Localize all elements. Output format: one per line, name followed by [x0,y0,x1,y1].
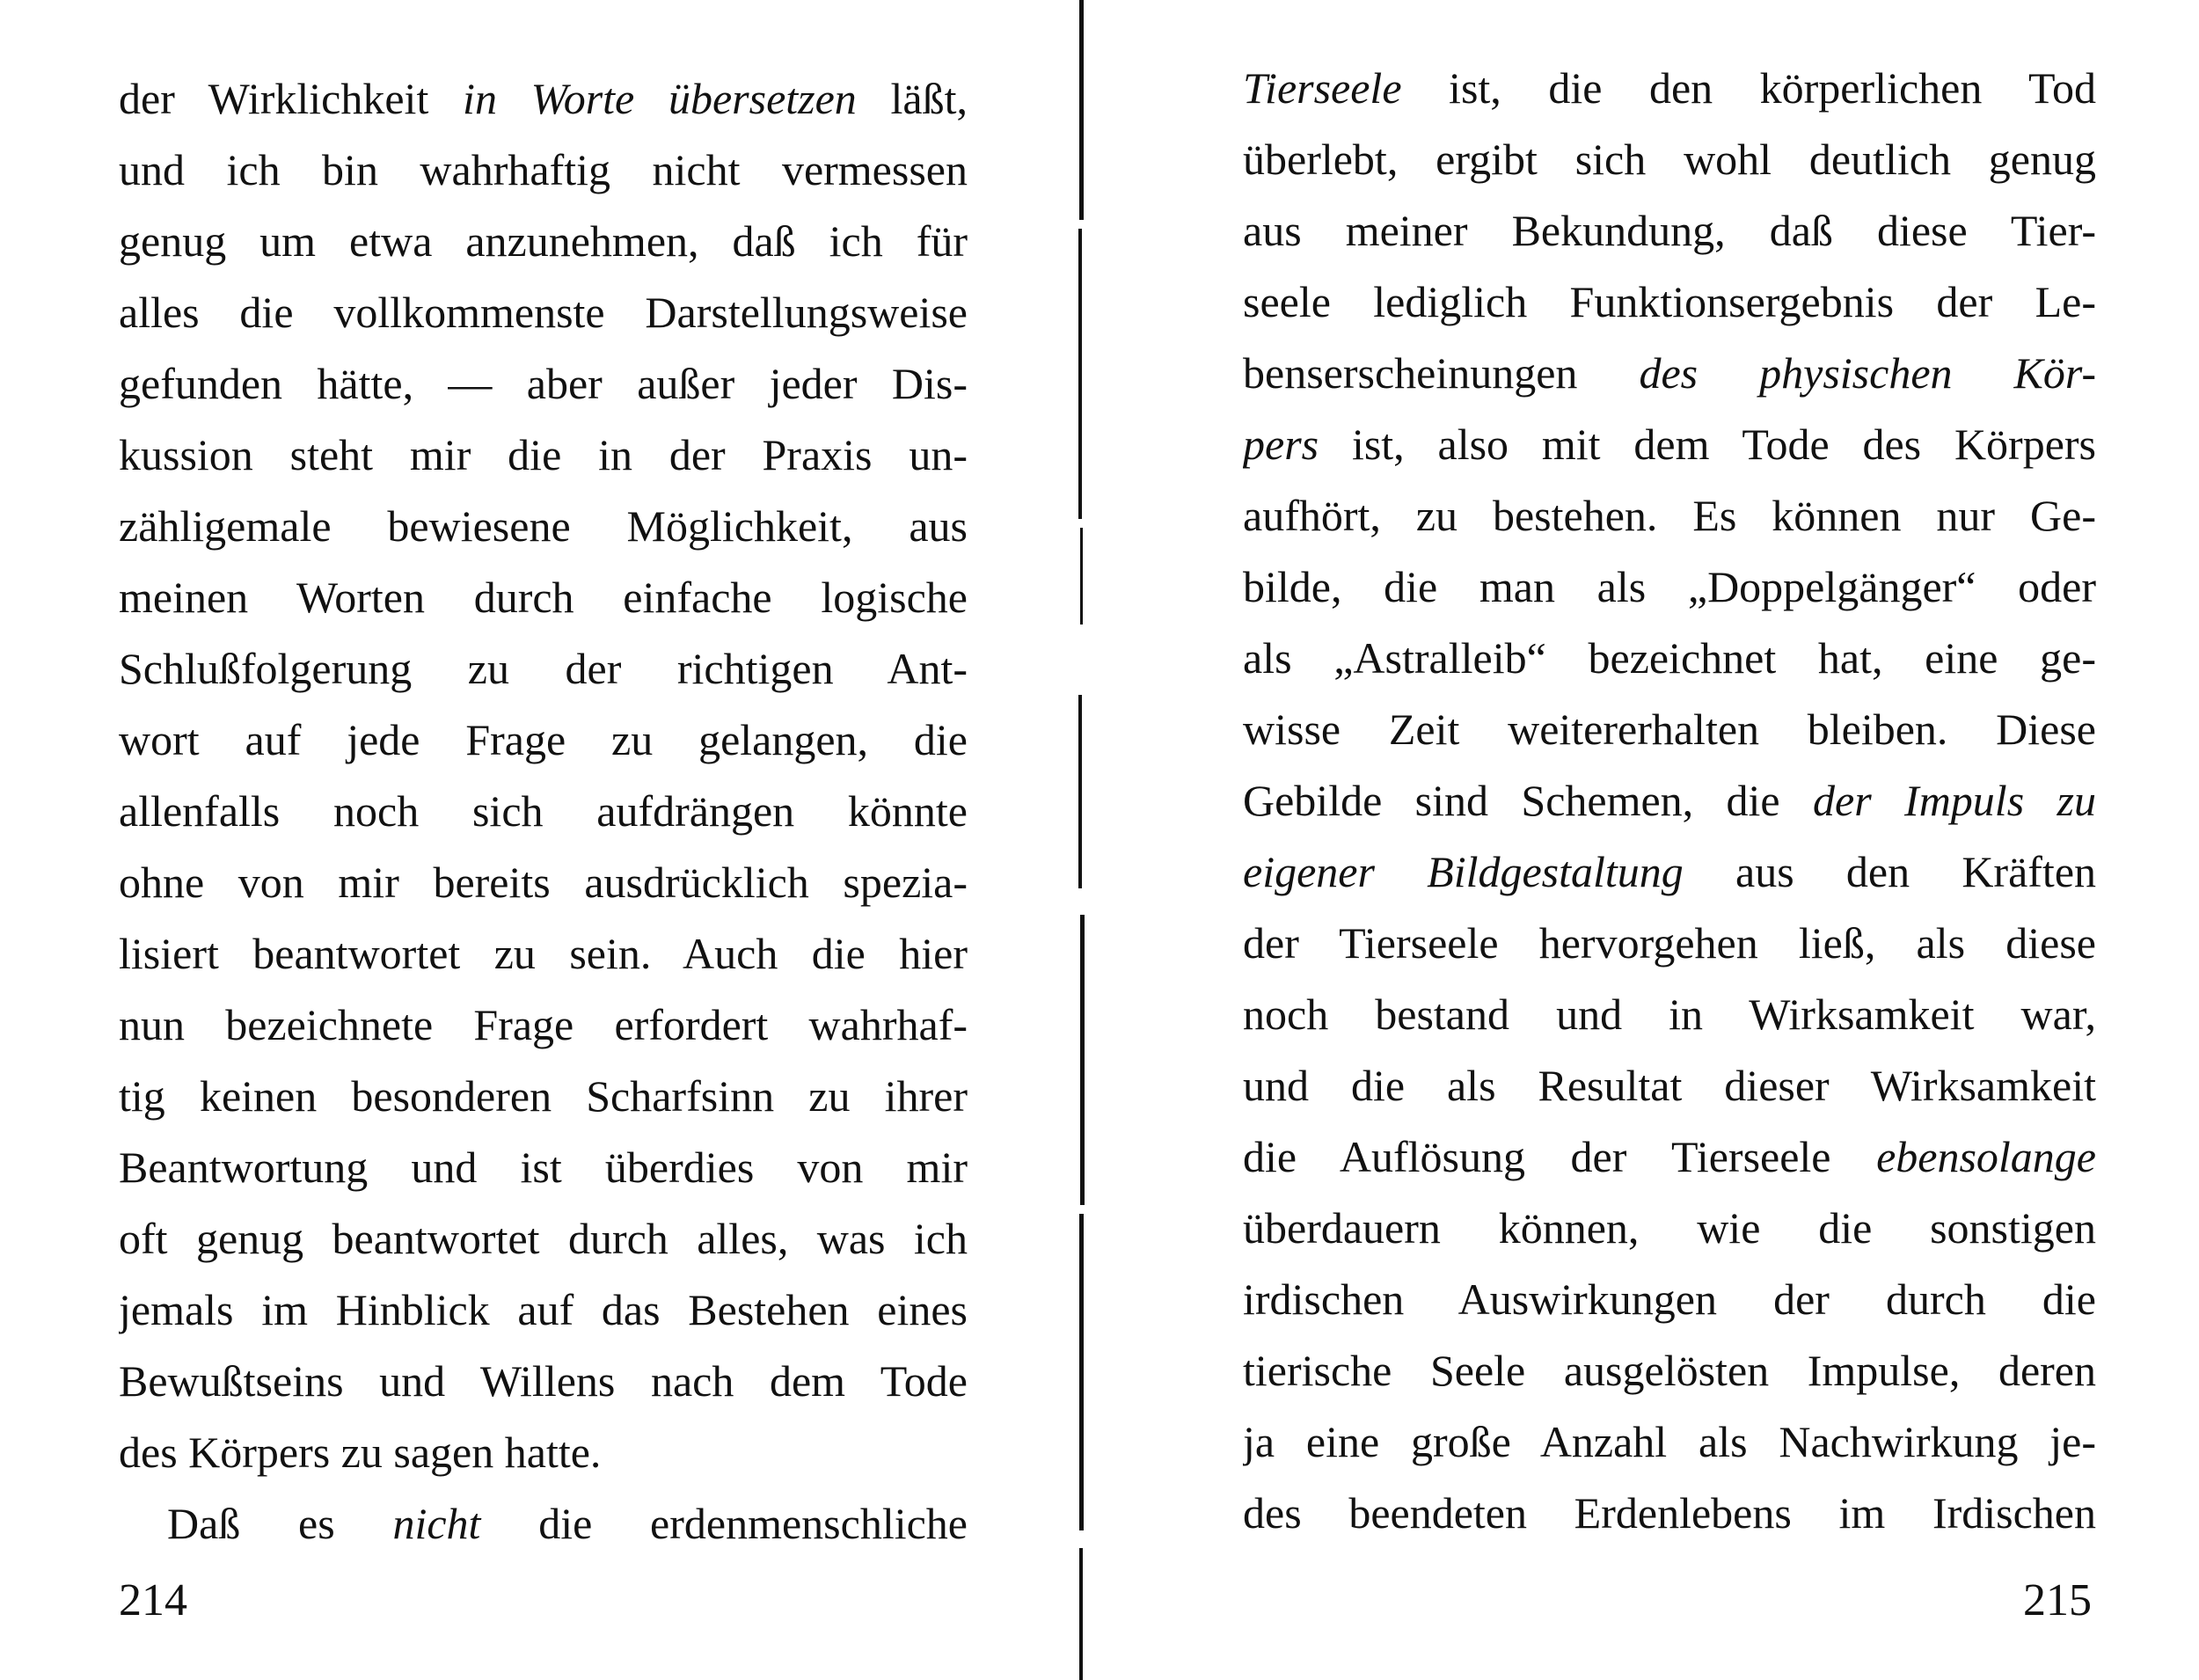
text-line [1243,480,2096,551]
text-segment: ohne von mir bereits ausdrücklich spezia- [119,858,968,907]
text-line [1243,1478,2096,1549]
italic-text: pers [1243,420,1319,469]
text-line [119,135,968,206]
text-segment: seele lediglich Funktionsergebnis der Le- [1243,277,2096,326]
text-segment: die erdenmenschliche [480,1499,968,1548]
text-segment: kussion steht mir die in der Praxis un- [119,430,968,479]
text-segment: Beantwortung und ist überdies von mir [119,1143,968,1192]
text-segment: überdauern können, wie die sonstigen [1243,1203,2096,1253]
text-segment: ist, die den körperlichen Tod [1401,63,2096,113]
text-segment: jemals im Hinblick auf das Bestehen eines [119,1285,968,1334]
text-line [1243,623,2096,694]
text-line [119,1132,968,1203]
text-segment: genug um etwa anzunehmen, daß ich für [119,216,968,266]
text-line [1243,124,2096,195]
text-segment: überlebt, ergibt sich wohl deutlich genug [1243,135,2096,184]
text-line [119,1275,968,1346]
text-line [119,63,968,135]
text-segment: gefunden hätte, — aber außer jeder Dis- [119,359,968,408]
text-line [1243,551,2096,623]
left-page [0,0,1078,1680]
text-segment: wisse Zeit weitererhalten bleiben. Diese [1243,705,2096,754]
text-line [119,847,968,918]
text-segment: aus den Kräften [1683,847,2096,896]
text-segment: benserscheinungen [1243,348,1640,398]
text-line [119,562,968,633]
italic-text: des physischen Kör- [1639,348,2096,398]
book-gutter [1073,0,1091,1680]
text-segment: Gebilde sind Schemen, die [1243,776,1814,825]
text-segment: als „Astralleib“ bezeichnet hat, eine ge- [1243,633,2096,683]
text-segment: lisiert beantwortet zu sein. Auch die hier [119,929,968,978]
right-page-text [1243,53,2096,1549]
text-segment: aufhört, zu bestehen. Es können nur Ge- [1243,491,2096,540]
text-line [119,277,968,348]
text-line [119,918,968,990]
text-line [119,1061,968,1132]
text-line [1243,979,2096,1050]
text-segment: Schlußfolgerung zu der richtigen Ant- [119,644,968,693]
text-line [1243,836,2096,908]
text-line [1243,1335,2096,1406]
text-segment: meinen Worten durch einfache logische [119,573,968,622]
text-line [1243,1193,2096,1264]
italic-text: eigener Bildgestaltung [1243,847,1684,896]
text-line [119,1488,968,1559]
text-line [119,206,968,277]
text-segment: der Wirklichkeit [119,74,464,123]
text-line [119,348,968,420]
italic-text: ebensolange [1876,1132,2096,1181]
text-segment: wort auf jede Frage zu gelangen, die [119,715,968,764]
text-segment: irdischen Auswirkungen der durch die [1243,1275,2096,1324]
text-line [1243,409,2096,480]
italic-text: nicht [392,1499,481,1548]
text-line [1243,338,2096,409]
text-line [1243,1264,2096,1335]
text-segment: und die als Resultat dieser Wirksamkeit [1243,1061,2096,1110]
text-segment: die Auflösung der Tierseele [1243,1132,1877,1181]
text-line [1243,53,2096,124]
text-segment: der Tierseele hervorgehen ließ, als diese [1243,918,2096,968]
italic-text: in Worte übersetzen [463,74,857,123]
text-segment: tierische Seele ausgelösten Impulse, deren [1243,1346,2096,1395]
text-segment: alles die vollkommenste Darstellungsweise [119,288,968,337]
italic-text: Tierseele [1243,63,1402,113]
text-line [119,420,968,491]
text-line [1243,1406,2096,1478]
text-segment: zähligemale bewiesene Möglichkeit, aus [119,501,968,551]
text-segment: noch bestand und in Wirksamkeit war, [1243,990,2096,1039]
text-segment: des Körpers zu sagen hatte. [119,1428,602,1477]
text-line [1243,267,2096,338]
text-segment: nun bezeichnete Frage erfordert wahrhaf- [119,1000,968,1049]
text-segment: oft genug beantwortet durch alles, was ich [119,1214,968,1263]
text-line [1243,765,2096,836]
text-segment: Bewußtseins und Willens nach dem Tode [119,1356,968,1406]
text-line [119,1417,968,1488]
text-line [1243,1050,2096,1121]
text-segment: ist, also mit dem Tode des Körpers [1319,420,2096,469]
right-page [1091,0,2199,1680]
text-line [119,633,968,705]
text-line [1243,195,2096,267]
text-segment: allenfalls noch sich aufdrängen könnte [119,786,968,836]
text-line [119,1346,968,1417]
text-line [119,776,968,847]
right-page-number: 215 [2023,1575,2092,1625]
text-line [1243,908,2096,979]
left-page-text [119,63,968,1559]
text-line [1243,1121,2096,1193]
text-line [119,491,968,562]
text-segment: ja eine große Anzahl als Nachwirkung je- [1243,1417,2096,1466]
text-line [1243,694,2096,765]
italic-text: der Impuls zu [1813,776,2096,825]
text-segment: Daß es [167,1499,393,1548]
text-segment: bilde, die man als „Doppelgänger“ oder [1243,562,2096,611]
text-line [119,1203,968,1275]
text-segment: und ich bin wahrhaftig nicht vermessen [119,145,968,194]
text-line [119,990,968,1061]
text-segment: des beendeten Erdenlebens im Irdischen [1243,1488,2096,1538]
text-segment: aus meiner Bekundung, daß diese Tier- [1243,206,2096,255]
text-segment: tig keinen besonderen Scharfsinn zu ihrer [119,1071,968,1121]
text-segment: läßt, [856,74,968,123]
left-page-number: 214 [119,1575,187,1625]
text-line [119,705,968,776]
